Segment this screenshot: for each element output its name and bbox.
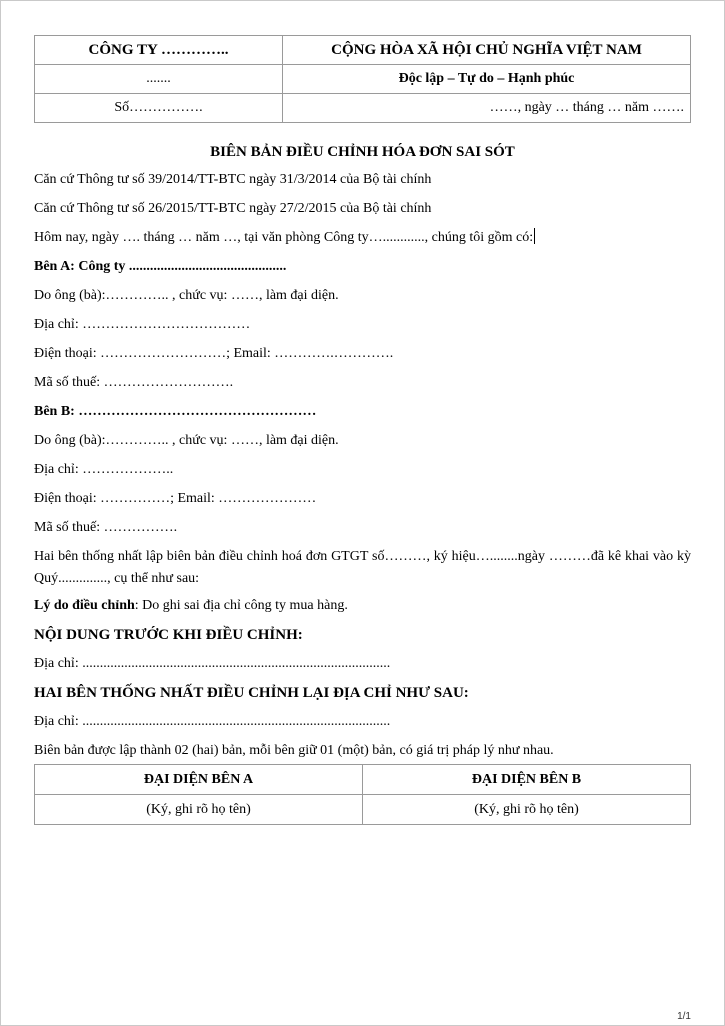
after-address: Địa chỉ: ........................................................................................ [34,714,391,729]
party-a-address: Địa chỉ: ……………………………… [34,317,251,332]
party-a-phone-email: Điện thoại: ………………………; Email: ………….…………. [34,346,394,361]
text-cursor [534,228,535,244]
republic-title: CỘNG HÒA XÃ HỘI CHỦ NGHĨA VIỆT NAM [283,36,691,65]
party-b-address: Địa chỉ: ……………….. [34,462,174,477]
meeting-info[interactable] [34,227,691,256]
reason-label: Lý do điều chỉnh [34,598,135,613]
party-b-phone-email: Điện thoại: ……………; Email: ………………… [34,491,317,506]
document-number: Số……………. [35,94,283,123]
party-b-heading: Bên B: …………………………………………… [34,404,317,419]
before-adjustment-heading: NỘI DUNG TRƯỚC KHI ĐIỀU CHỈNH: [34,627,303,643]
party-b-tax-code: Mã số thuế: ……………. [34,520,178,535]
reason-text: : Do ghi sai địa chỉ công ty mua hàng. [134,598,348,613]
before-address: Địa chỉ: ........................................................................................ [34,656,391,671]
header-table [34,35,691,123]
signature-table [34,764,691,825]
company-name: CÔNG TY ………….. [35,36,283,65]
legal-basis-2: Căn cứ Thông tư số 26/2015/TT-BTC ngày 27/2/2015 của Bộ tài chính [34,201,432,216]
document-body [34,141,691,769]
closing-statement: Biên bản được lập thành 02 (hai) bản, mỗi bên giữ 01 (một) bản, có giá trị pháp lý như nhau. [34,743,554,758]
document-title: BIÊN BẢN ĐIỀU CHỈNH HÓA ĐƠN SAI SÓT [210,144,515,160]
company-sub: ....... [35,65,283,94]
meeting-text: Hôm nay, ngày …. tháng … năm …, tại văn phòng Công ty…............, chúng tôi gồm có: [34,230,534,245]
party-b-representative: Do ông (bà):………….. , chức vụ: ……, làm đại diện. [34,433,339,448]
adjustment-reason [34,595,691,624]
signature-note-b: (Ký, ghi rõ họ tên) [363,795,691,825]
document-date: ……, ngày … tháng … năm ……. [283,94,691,123]
party-a-heading: Bên A: Công ty ............................................. [34,259,287,274]
motto: Độc lập – Tự do – Hạnh phúc [283,65,691,94]
legal-basis-1: Căn cứ Thông tư số 39/2014/TT-BTC ngày 31/3/2014 của Bộ tài chính [34,172,432,187]
representative-b: ĐẠI DIỆN BÊN B [363,765,691,795]
agreement-paragraph: Hai bên thống nhất lập biên bản điều chỉnh hoá đơn GTGT số………, ký hiệu…........ngày ………đã kê khai vào kỳ Quý.............., cụ thể như sau: [34,549,691,586]
after-adjustment-heading: HAI BÊN THỐNG NHẤT ĐIỀU CHỈNH LẠI ĐỊA CHỈ NHƯ SAU: [34,685,469,701]
signature-note-a: (Ký, ghi rõ họ tên) [35,795,363,825]
party-a-representative: Do ông (bà):………….. , chức vụ: ……, làm đại diện. [34,288,339,303]
page-number: 1/1 [677,1011,691,1022]
representative-a: ĐẠI DIỆN BÊN A [35,765,363,795]
party-a-tax-code: Mã số thuế: ………………………. [34,375,234,390]
